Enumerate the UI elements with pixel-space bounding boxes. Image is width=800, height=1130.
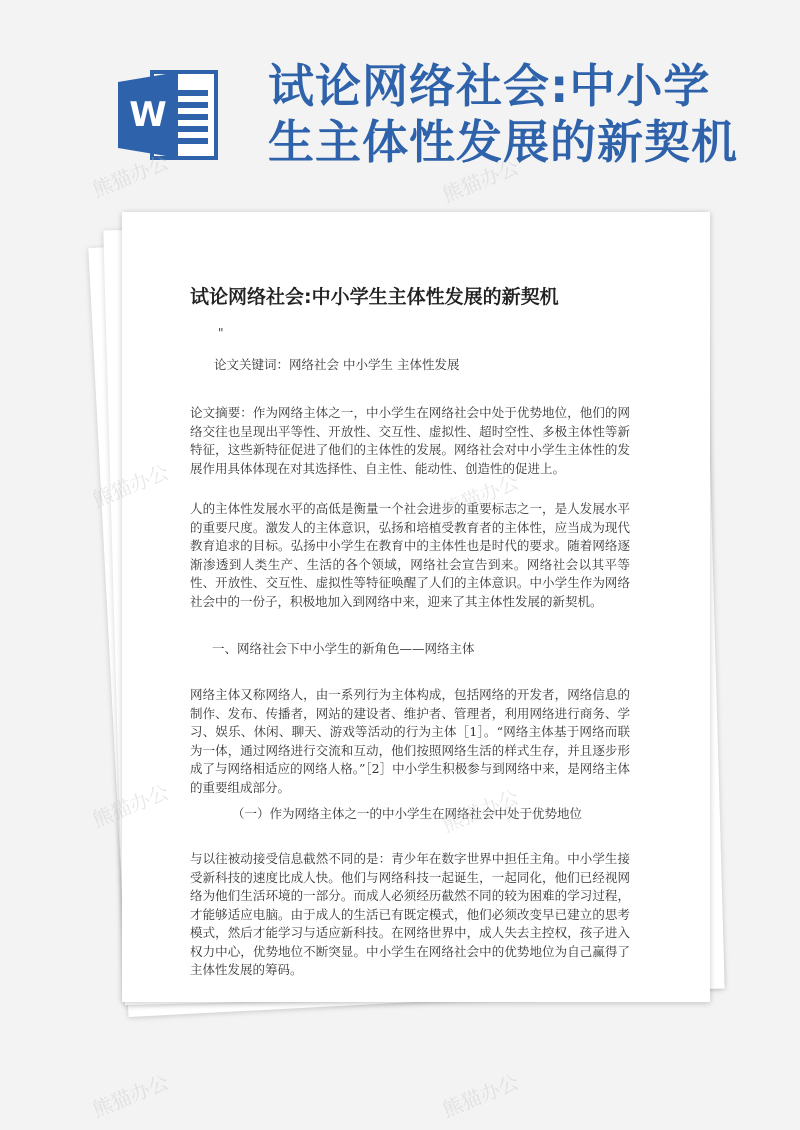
watermark: 熊猫办公: [438, 1069, 523, 1123]
watermark: 熊猫办公: [88, 149, 173, 203]
watermark: 熊猫办公: [438, 469, 523, 523]
word-document-icon: [118, 68, 220, 162]
watermark: 熊猫办公: [88, 779, 173, 833]
abstract-paragraph: 论文摘要：作为网络主体之一，中小学生在网络社会中处于优势地位，他们的网络交往也呈现出平等性、开放性、交互性、虚拟性、超时空性、多极主体性等新特征，这些新特征促进了他们的主体性的发展。网络社会对中小学生主体性的发展作用具体体现在对其选择性、自主性、能动性、创造性的促进上。: [190, 405, 630, 476]
section-body-2: 与以往被动接受信息截然不同的是：青少年在数字世界中担任主角。中小学生接受新科技的速度比成人快。他们与网络科技一起诞生，一起同化，他们已经视网络为他们生活环境的一部分。而成人必须经历截然不同的较为困难的学习过程，才能够适应电脑。由于成人的生活已有既定模式，他们必须改变早已建立的思考模式，然后才能学习与适应新科技。在网络世界中，成人失去主控权，孩子进入权力中心，优势地位不断突显。中小学生在网络社会中的优势地位为自己赢得了主体性发展的筹码。: [190, 851, 630, 977]
keywords-line: 论文关键词：网络社会 中小学生 主体性发展: [214, 357, 460, 372]
section-heading-1: 一、网络社会下中小学生的新角色——网络主体: [212, 641, 475, 656]
intro-paragraph: 人的主体性发展水平的高低是衡量一个社会进步的重要标志之一，是人发展水平的重要尺度。激发人的主体意识，弘扬和培植受教育者的主体性，应当成为现代教育追求的目标。弘扬中小学生在教育中的主体性也是时代的要求。随着网络逐渐渗透到人类生产、生活的各个领域，网络社会宣告到来。网络社会以其平等性、开放性、交互性、虚拟性等特征唤醒了人们的主体意识。中小学生作为网络社会中的一份子，积极地加入到网络中来，迎来了其主体性发展的新契机。: [190, 501, 630, 609]
watermark: 熊猫办公: [438, 154, 523, 208]
section-heading-2: （一）作为网络主体之一的中小学生在网络社会中处于优势地位: [232, 806, 583, 821]
watermark: 熊猫办公: [88, 459, 173, 513]
document-title: 试论网络社会:中小学生主体性发展的新契机: [190, 286, 559, 308]
quote-mark: ": [218, 326, 224, 340]
watermark: 熊猫办公: [438, 784, 523, 838]
watermark: 熊猫办公: [88, 1069, 173, 1123]
svg-text:W: W: [129, 95, 167, 135]
section-body-1: 网络主体又称网络人，由一系列行为主体构成，包括网络的开发者，网络信息的制作、发布、传播者，网站的建设者、维护者、管理者，利用网络进行商务、学习、娱乐、休闲、聊天、游戏等活动的行为主体［1］。“网络主体基于网络而联为一体，通过网络进行交流和互动，他们按照网络生活的样式生存，并且逐步形成了与网络相适应的网络人格。”［2］中小学生积极参与到网络中来，是网络主体的重要组成部分。: [190, 687, 630, 795]
banner-title: 试论网络社会:中小学生主体性发展的新契机: [268, 59, 738, 169]
